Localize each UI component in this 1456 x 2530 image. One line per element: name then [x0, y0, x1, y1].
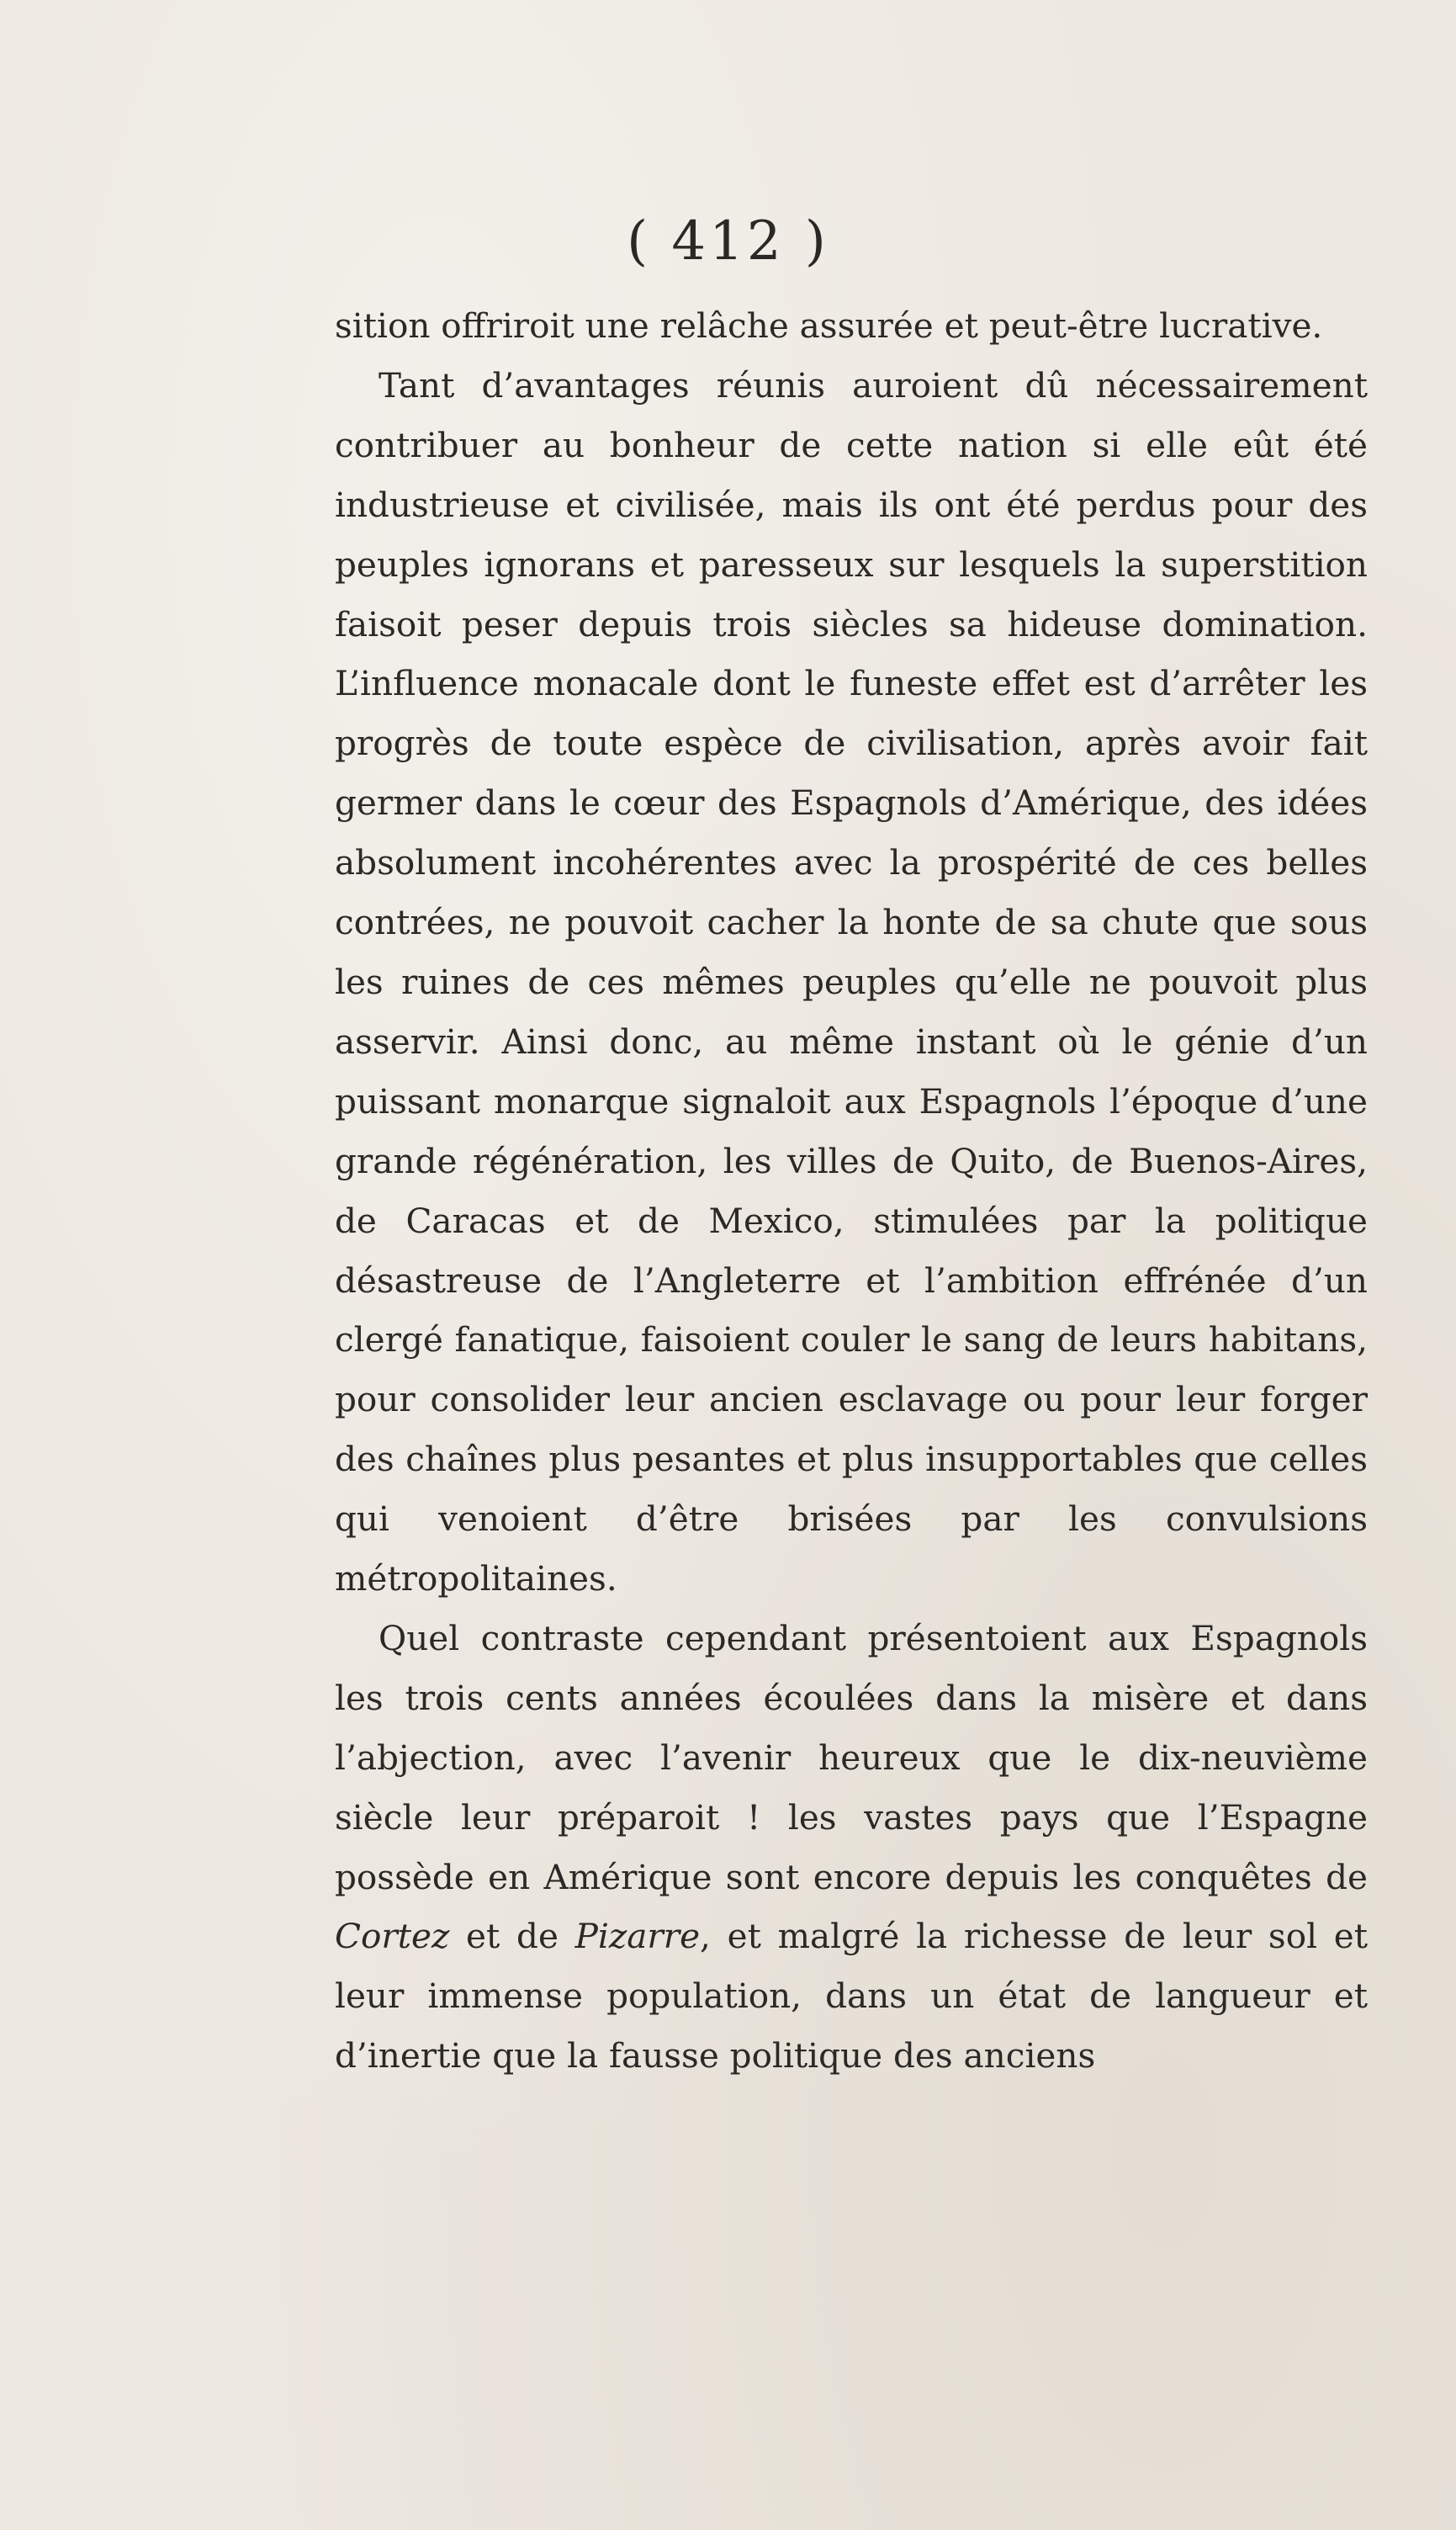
paragraph-tant-d-avantages: Tant d’avantages réunis auroient dû nécessairement contribuer au bonheur de cette nation si elle eût été industrieuse et civilisée, mais ils ont été perdus pour des peuples ignorans et paresseux sur lesquels la superstition faisoit peser depuis trois siècles sa hideuse domination. L’influence monacale dont le funeste effet est d’arrêter les progrès de toute espèce de civilisation, après avoir fait germer dans le cœur des Espagnols d’Amérique, des idées absolument incohérentes avec la prospérité de ces belles contrées, ne pouvoit cacher la honte de sa chute que sous les ruines de ces mêmes peuples qu’elle ne pouvoit plus asservir. Ainsi donc, au même instant où le génie d’un puissant monarque signaloit aux Espagnols l’époque d’une grande régénération, les villes de Quito, de Buenos-Aires, de Caracas et de Mexico, stimulées par la politique désastreuse de l’Angleterre et l’ambition effrénée d’un clergé fanatique, faisoient couler le sang de leurs habitans, pour consolider leur ancien esclavage ou pour leur forger des chaînes plus pesantes et plus insupportables que celles qui venoient d’être brisées par les convulsions métropolitaines.: [335, 364, 1368, 1599]
paragraph-quel-contraste: [335, 1609, 1368, 2086]
page-number: ( 412 ): [627, 210, 829, 273]
pizarre-italic: Pizarre: [574, 1916, 701, 1957]
paragraph-continuation: sition offriroit une relâche assurée et peut-être lucrative.: [335, 305, 1323, 346]
quel-contraste-text-after-pizarre: , et malgré la richesse de leur sol et leur immense population, dans un état de langueur et d’inertie que la fausse politique des anciens: [335, 1916, 1369, 2077]
cortez-italic: Cortez: [335, 1916, 450, 1957]
quel-contraste-text-before-cortez: Quel contraste cependant présentoient aux Espagnols les trois cents années écoulées dans la misère et dans l’abjection, avec l’avenir heureux que le dix-neuvième siècle leur préparoit ! les vastes pays que l’Espagne possède en Amérique sont encore depuis les conquêtes de: [335, 1617, 1368, 1897]
quel-contraste-text-between: et de: [466, 1916, 559, 1957]
body-text: [335, 296, 1368, 2086]
